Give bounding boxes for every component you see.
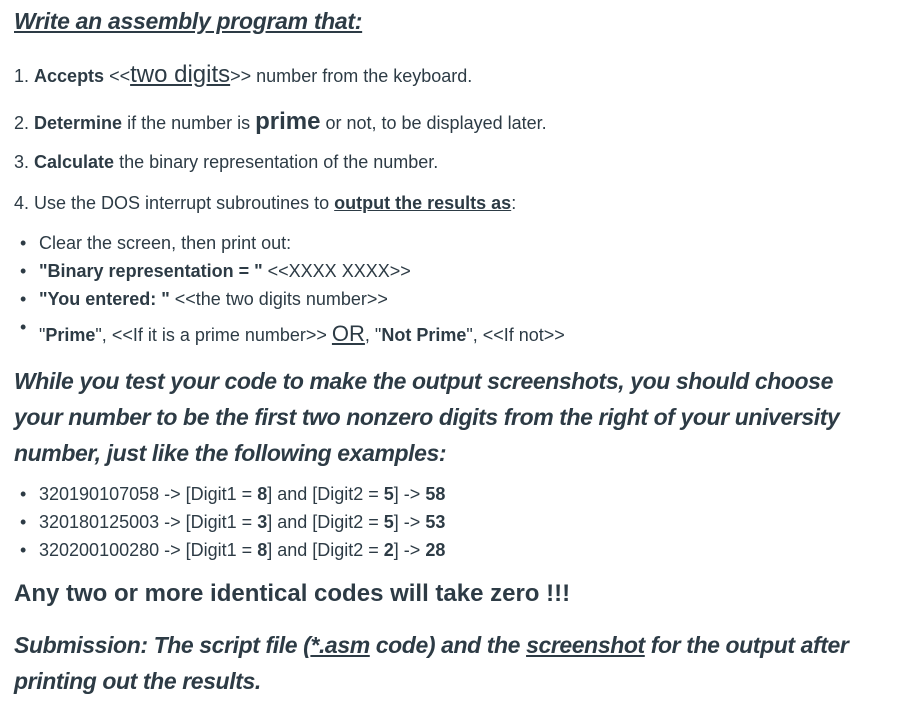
output-list xyxy=(14,233,565,351)
example-text: ] and [Digit2 = xyxy=(267,484,384,504)
submission-paragraph xyxy=(14,627,884,699)
submission-text: Submission: The script file ( xyxy=(14,632,311,658)
example-text: ] and [Digit2 = xyxy=(267,540,384,560)
list-item xyxy=(14,512,445,540)
example-result: 28 xyxy=(425,540,446,560)
asm-file-link[interactable]: *.asm xyxy=(310,632,370,658)
warning-text: Any two or more identical codes will take zero !!! xyxy=(14,580,571,607)
example-result: 53 xyxy=(425,512,446,532)
digit-value: 2 xyxy=(383,540,394,560)
submission-text: for the output after printing out the results. xyxy=(14,632,849,694)
example-text: -> [Digit1 = xyxy=(159,512,258,532)
not-prime-label: Not Prime xyxy=(381,325,467,345)
prime-label: Prime xyxy=(45,325,96,345)
list-item xyxy=(14,317,565,351)
screenshot-link[interactable]: screenshot xyxy=(526,632,645,658)
step-text: the binary representation of the number. xyxy=(114,152,439,172)
assignment-heading: Write an assembly program that: xyxy=(14,8,363,34)
list-item xyxy=(14,289,565,317)
list-item xyxy=(14,233,565,261)
list-item xyxy=(14,484,445,512)
step-text: 4. Use the DOS interrupt subroutines to xyxy=(14,193,335,213)
example-text: ] -> xyxy=(393,540,426,560)
step-2 xyxy=(14,108,547,136)
step-text: : xyxy=(511,193,517,213)
digit-value: 8 xyxy=(257,540,268,560)
step-text: << xyxy=(104,66,131,86)
example-text: ] -> xyxy=(393,512,426,532)
prime-emphasis: prime xyxy=(255,108,321,135)
examples-list xyxy=(14,484,445,568)
step-1 xyxy=(14,61,472,89)
university-number: 320180125003 xyxy=(39,512,160,532)
step-keyword: Determine xyxy=(34,113,123,133)
digit-value: 3 xyxy=(257,512,268,532)
output-placeholder: <<XXXX XXXX>> xyxy=(262,261,411,281)
instructions-paragraph: While you test your code to make the output screenshots, you should choose your number to be the first two nonzero digits from the right of your university number, just like the following examples: xyxy=(14,368,840,466)
university-number: 320190107058 xyxy=(39,484,160,504)
output-label: "Binary representation = " xyxy=(39,261,263,281)
digit-value: 5 xyxy=(383,512,394,532)
step-keyword: Accepts xyxy=(34,66,105,86)
step-text: >> number from the keyboard. xyxy=(230,66,473,86)
list-item-text: ", <<If it is a prime number>> xyxy=(95,325,332,345)
or-emphasis: OR xyxy=(331,321,365,346)
list-item-text: Clear the screen, then print out: xyxy=(39,233,292,253)
step-text: if the number is xyxy=(122,113,256,133)
output-label: "You entered: " xyxy=(39,289,170,309)
output-placeholder: <<the two digits number>> xyxy=(169,289,388,309)
step-4 xyxy=(14,193,516,214)
example-result: 58 xyxy=(425,484,446,504)
step-keyword: Calculate xyxy=(34,152,115,172)
list-item-text: , " xyxy=(364,325,382,345)
two-digits-emphasis: two digits xyxy=(130,61,231,88)
example-text: ] and [Digit2 = xyxy=(267,512,384,532)
digit-value: 5 xyxy=(383,484,394,504)
example-text: ] -> xyxy=(393,484,426,504)
step-text: or not, to be displayed later. xyxy=(320,113,547,133)
submission-text: code) and the xyxy=(369,632,527,658)
digit-value: 8 xyxy=(257,484,268,504)
output-results-emphasis: output the results as xyxy=(334,193,512,213)
step-number: 3. xyxy=(14,152,30,172)
list-item-text: ", <<If not>> xyxy=(466,325,565,345)
example-text: -> [Digit1 = xyxy=(159,484,258,504)
step-number: 2. xyxy=(14,113,30,133)
quote: " xyxy=(39,325,46,345)
university-number: 320200100280 xyxy=(39,540,160,560)
step-number: 1. xyxy=(14,66,30,86)
list-item xyxy=(14,261,565,289)
example-text: -> [Digit1 = xyxy=(159,540,258,560)
step-3 xyxy=(14,152,438,173)
list-item xyxy=(14,540,445,568)
